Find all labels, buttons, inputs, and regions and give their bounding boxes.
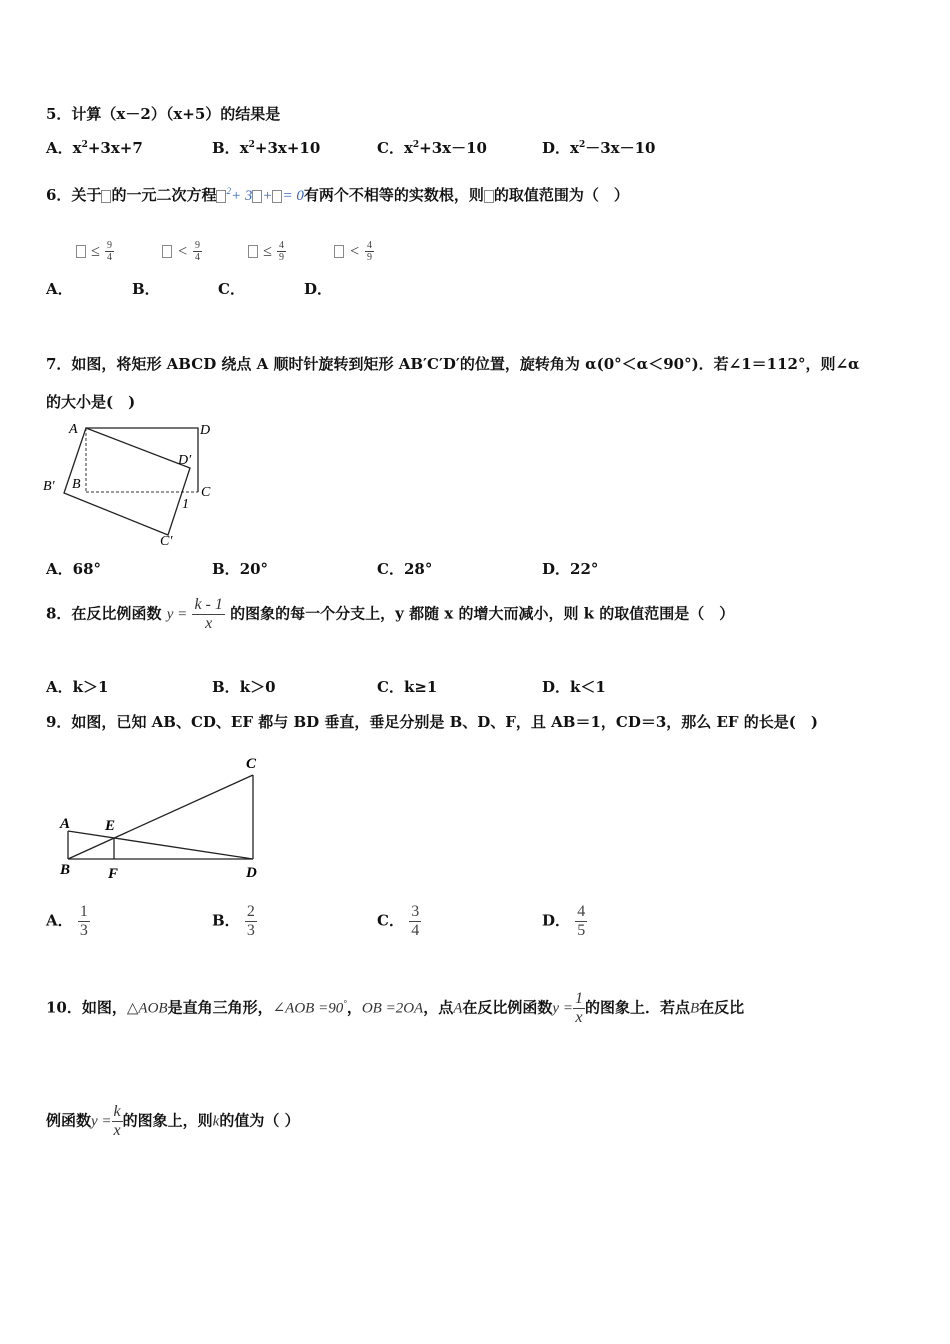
missing-symbol-icon [484,190,494,203]
q5-option-d[interactable]: D．$x^2-3x-10$ [542,139,656,157]
label-d: D [200,423,211,438]
label-c: C [201,485,211,500]
missing-symbol-icon [248,245,258,258]
label-angle-1: 1 [182,497,189,512]
segment-bc [68,775,253,859]
q6-option-c[interactable]: C． [218,280,245,298]
q6-option-b[interactable]: B． [132,280,160,298]
q5-stem: 5．计算（x－2）（x+5）的结果是 [46,105,281,123]
q5-option-a[interactable]: A．$x^2+3x+7$ [46,139,143,157]
label-b: B [72,477,81,492]
q9-option-d[interactable]: D． $\frac{4}{5}$ [542,903,586,939]
q9-option-c[interactable]: C． $\frac{3}{4}$ [377,903,420,939]
label-a: A [69,422,78,437]
q9-perpendicular-lines-figure [50,750,275,885]
missing-symbol-icon [334,245,344,258]
missing-symbol-icon [162,245,172,258]
q5-option-b[interactable]: B．$x^2+3x+10$ [212,139,321,157]
q9-stem: 9．如图，已知 AB、CD、EF 都与 BD 垂直，垂足分别是 B、D、F，且 AB＝1，CD＝3，那么 EF 的长是( ) [46,713,818,731]
q6-option-c-math: ≤ $\frac{4}{9}$ [248,240,286,263]
q7-option-b[interactable]: B．20° [212,560,269,578]
label-b: B [60,862,71,878]
missing-symbol-icon [76,245,86,258]
q7-rectangle-rotation-figure [40,415,230,550]
q6-option-d[interactable]: D． [304,280,333,298]
q9-option-a[interactable]: A． $\frac{1}{3}$ [46,903,88,939]
missing-symbol-icon [101,190,111,203]
q9-option-b[interactable]: B． $\frac{2}{3}$ [212,903,255,939]
label-d: D [246,865,257,881]
q8-option-c[interactable]: C．k≥1 [377,678,438,696]
q6-option-a[interactable]: A． [46,280,73,298]
missing-symbol-icon [272,190,282,203]
label-c: C [246,756,257,772]
q8-option-b[interactable]: B．k＞0 [212,678,276,696]
label-f: F [108,866,119,882]
rect-ab'c'd' [64,428,190,535]
q8-stem: 8．在反比例函数 y = $\frac{k - 1}{x}$ 的图象的每一个分支上，y 都随 x 的增大而减小，则 k 的取值范围是（ ） [46,596,735,632]
q7-option-c[interactable]: C．28° [377,560,433,578]
q10-stem-line1: 10．如图，△AOB是直角三角形，∠AOB =90°，OB =2OA，点A在反比例函数y = $\frac{1}{x}$ 的图象上．若点B在反比 [46,990,745,1026]
label-d-prime: D′ [178,453,192,468]
q7-stem-line2: 的大小是( ) [46,393,136,411]
q6-option-a-math: ≤ $\frac{9}{4}$ [76,240,114,263]
missing-symbol-icon [216,190,226,203]
label-e: E [105,818,116,834]
q6-option-b-math: < $\frac{9}{4}$ [162,240,202,263]
label-b-prime: B′ [43,479,55,494]
q10-stem-line2: 例函数y = $\frac{k}{x}$ 的图象上，则k的值为（ ） [46,1103,300,1139]
missing-symbol-icon [252,190,262,203]
label-a: A [60,816,71,832]
q7-option-a[interactable]: A．68° [46,560,102,578]
q5-option-c[interactable]: C．$x^2+3x-10$ [377,139,487,157]
q8-option-d[interactable]: D．k＜1 [542,678,606,696]
q6-option-d-math: < $\frac{4}{9}$ [334,240,374,263]
q8-option-a[interactable]: A．k＞1 [46,678,109,696]
q7-stem-line1: 7．如图，将矩形 ABCD 绕点 A 顺时针旋转到矩形 AB′C′D′的位置，旋转角为 α(0°＜α＜90°)．若∠1＝112°，则∠α [46,355,860,373]
segment-ad [68,831,253,859]
q6-stem: 6．关于 的一元二次方程 $^2$+ 3 + = 0有两个不相等的实数根，则 的取值范围为（ ） [46,186,629,204]
label-c-prime: C′ [160,534,173,549]
q7-option-d[interactable]: D．22° [542,560,599,578]
option-letter: A． [46,139,73,157]
